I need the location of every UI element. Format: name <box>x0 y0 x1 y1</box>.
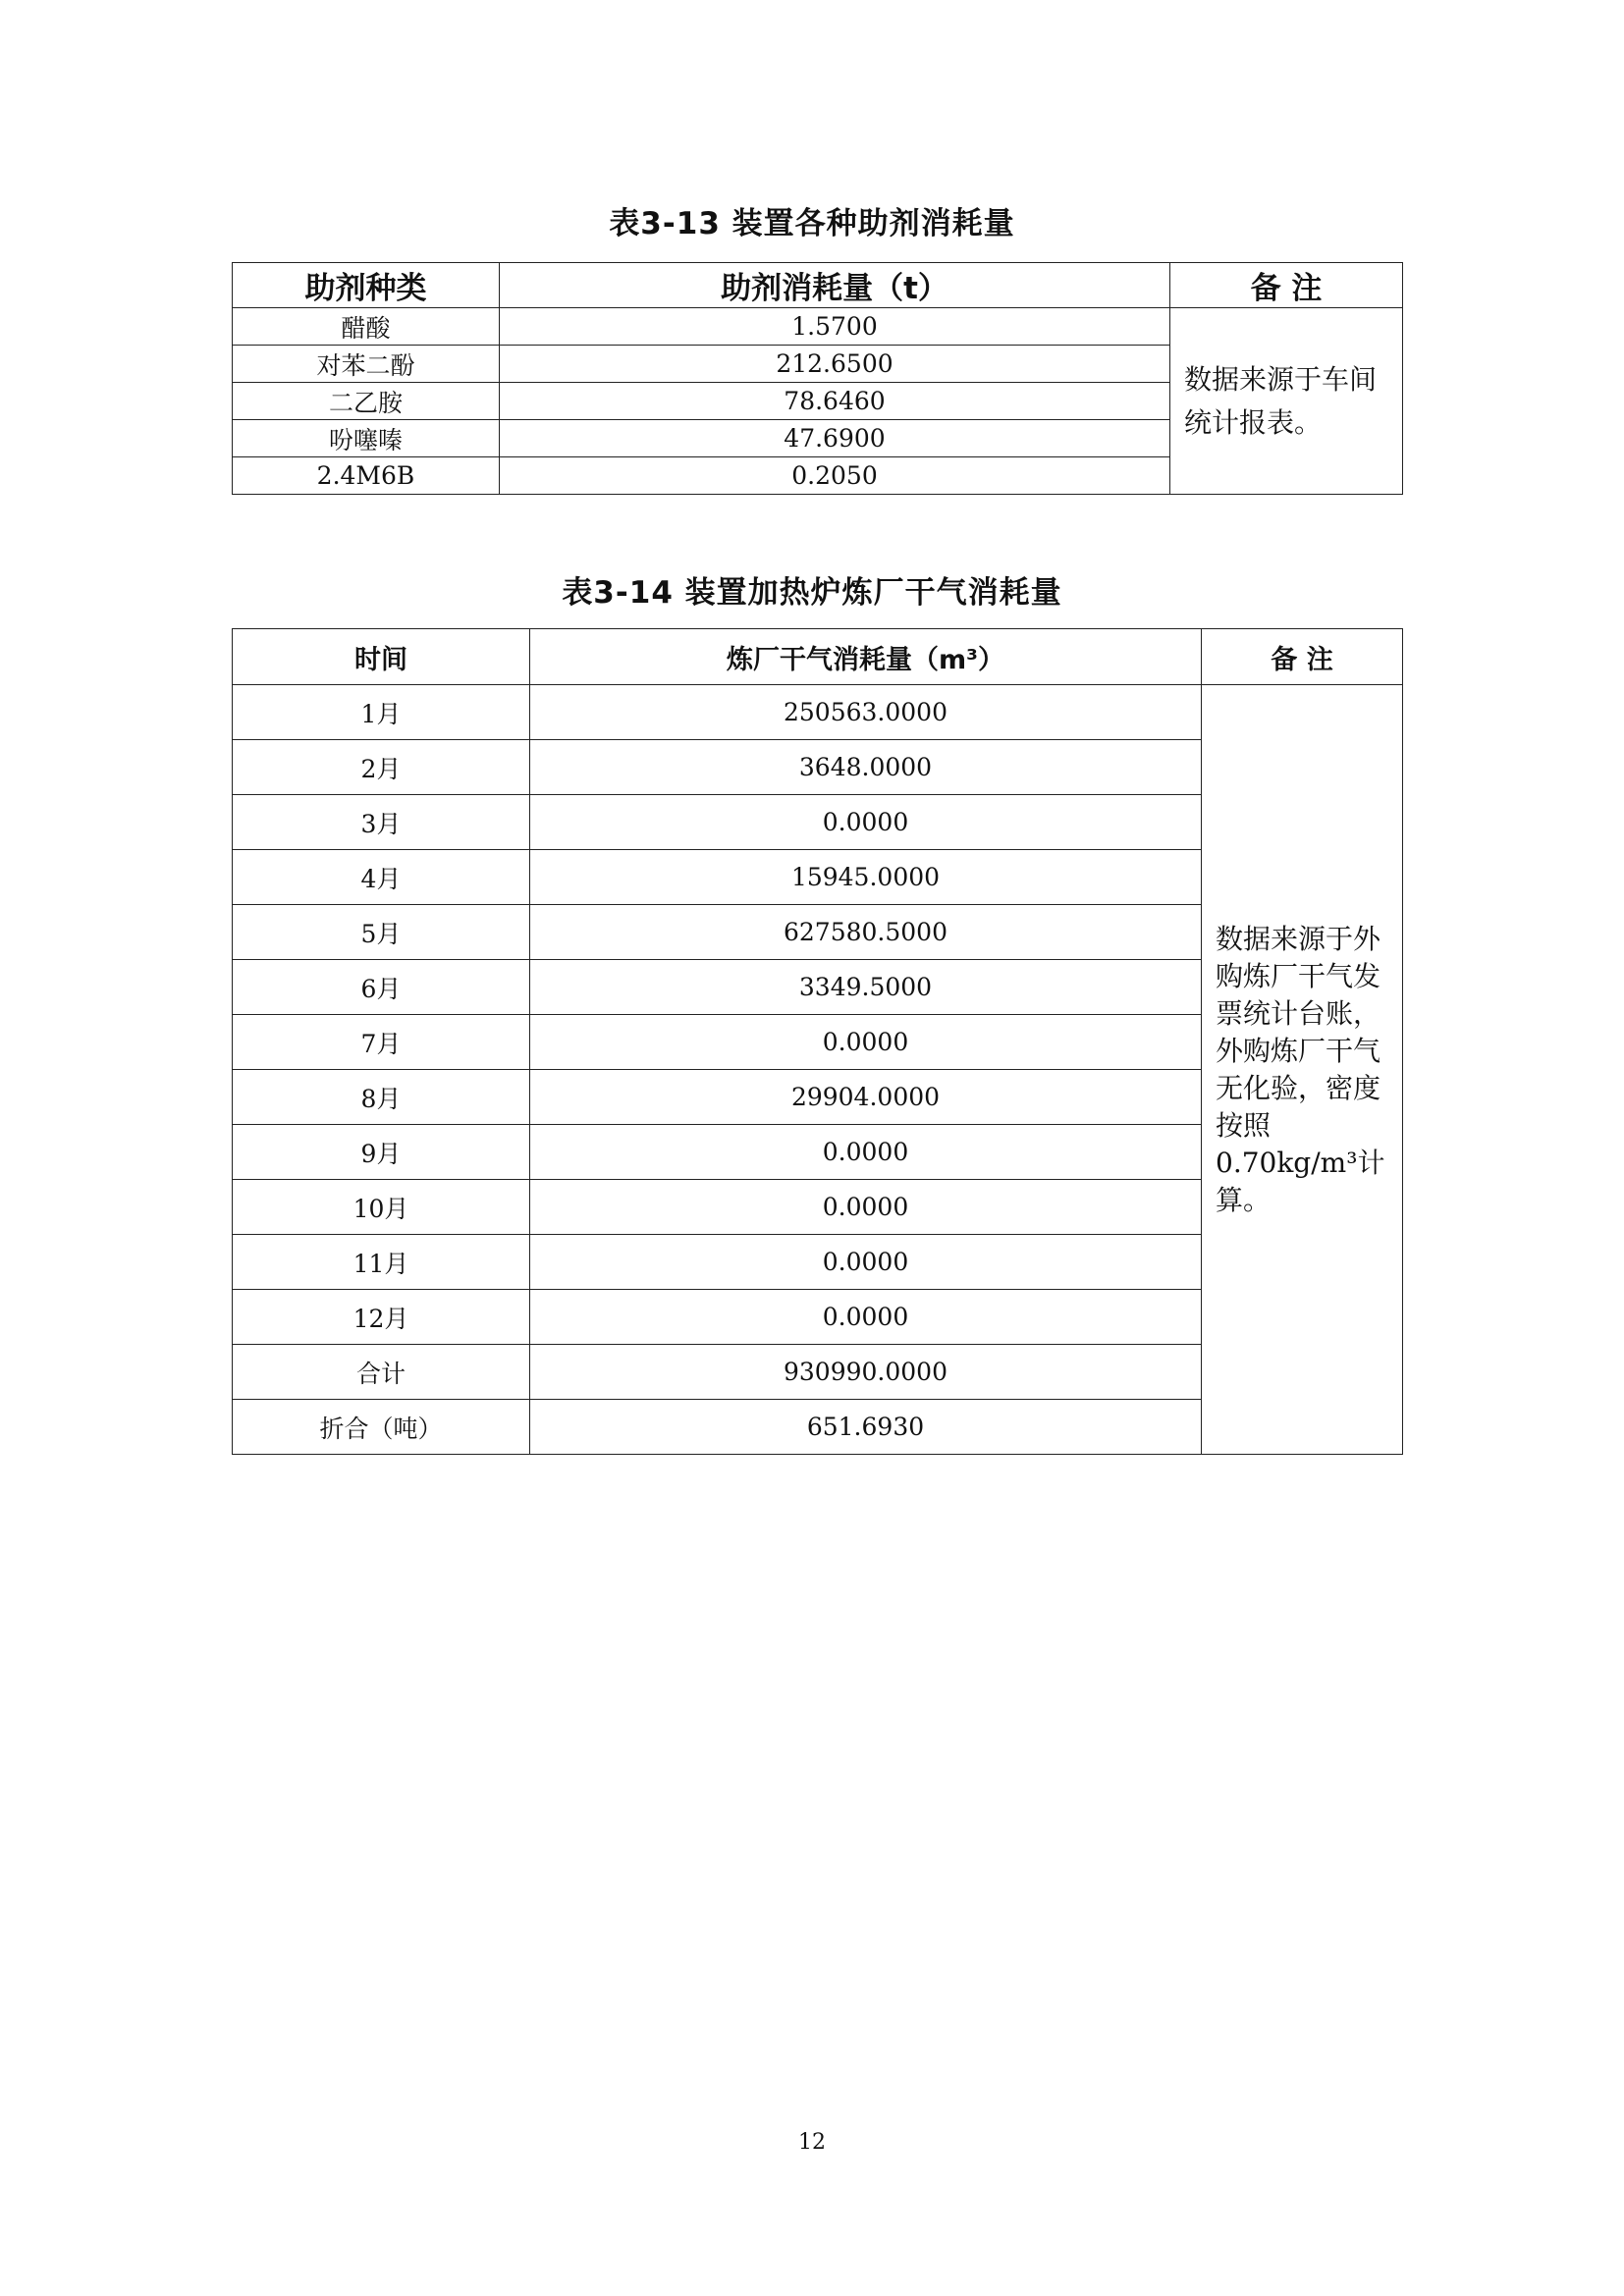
row-value: 3349.5000 <box>530 960 1202 1015</box>
row-value: 212.6500 <box>500 346 1170 383</box>
table-header-row <box>233 629 1403 685</box>
row-label: 合计 <box>233 1345 530 1400</box>
table14-caption: 表3-14 装置加热炉炼厂干气消耗量 <box>562 575 1062 611</box>
row-label: 11月 <box>233 1235 530 1290</box>
header-time: 时间 <box>233 629 530 685</box>
remarks-note: 数据来源于车间统计报表。 <box>1170 308 1403 495</box>
row-label: 7月 <box>233 1015 530 1070</box>
page-number: 12 <box>798 2130 826 2155</box>
row-value: 0.0000 <box>530 1015 1202 1070</box>
row-value: 0.2050 <box>500 457 1170 495</box>
row-value: 0.0000 <box>530 1235 1202 1290</box>
header-additive-type: 助剂种类 <box>233 263 500 308</box>
row-label: 1月 <box>233 685 530 740</box>
row-label: 3月 <box>233 795 530 850</box>
row-label: 12月 <box>233 1290 530 1345</box>
row-label: 2月 <box>233 740 530 795</box>
row-label: 2.4M6B <box>233 457 500 495</box>
row-value: 15945.0000 <box>530 850 1202 905</box>
row-value: 3648.0000 <box>530 740 1202 795</box>
row-value: 0.0000 <box>530 1180 1202 1235</box>
row-value: 78.6460 <box>500 383 1170 420</box>
row-label: 8月 <box>233 1070 530 1125</box>
row-value: 627580.5000 <box>530 905 1202 960</box>
row-value: 47.6900 <box>500 420 1170 457</box>
row-value: 651.6930 <box>530 1400 1202 1455</box>
row-value: 930990.0000 <box>530 1345 1202 1400</box>
row-label: 吩噻嗪 <box>233 420 500 457</box>
row-label: 折合（吨） <box>233 1400 530 1455</box>
row-value: 29904.0000 <box>530 1070 1202 1125</box>
row-label: 5月 <box>233 905 530 960</box>
table-row <box>233 685 1403 740</box>
table-additive-consumption <box>232 262 1403 495</box>
row-value: 0.0000 <box>530 1125 1202 1180</box>
row-value: 250563.0000 <box>530 685 1202 740</box>
table-header-row <box>233 263 1403 308</box>
row-value: 1.5700 <box>500 308 1170 346</box>
header-gas-consumption: 炼厂干气消耗量（m³） <box>530 629 1202 685</box>
row-label: 醋酸 <box>233 308 500 346</box>
header-additive-consumption: 助剂消耗量（t） <box>500 263 1170 308</box>
row-label: 4月 <box>233 850 530 905</box>
remarks-note: 数据来源于外购炼厂干气发票统计台账，外购炼厂干气无化验，密度按照0.70kg/m³计算。 <box>1202 685 1403 1455</box>
table-fuel-gas-consumption <box>232 628 1403 1455</box>
row-label: 10月 <box>233 1180 530 1235</box>
table13-caption: 表3-13 装置各种助剂消耗量 <box>609 206 1015 241</box>
row-value: 0.0000 <box>530 795 1202 850</box>
row-label: 9月 <box>233 1125 530 1180</box>
row-label: 对苯二酚 <box>233 346 500 383</box>
table-row <box>233 308 1403 346</box>
row-label: 二乙胺 <box>233 383 500 420</box>
row-value: 0.0000 <box>530 1290 1202 1345</box>
header-remarks: 备 注 <box>1202 629 1403 685</box>
header-remarks: 备 注 <box>1170 263 1403 308</box>
row-label: 6月 <box>233 960 530 1015</box>
